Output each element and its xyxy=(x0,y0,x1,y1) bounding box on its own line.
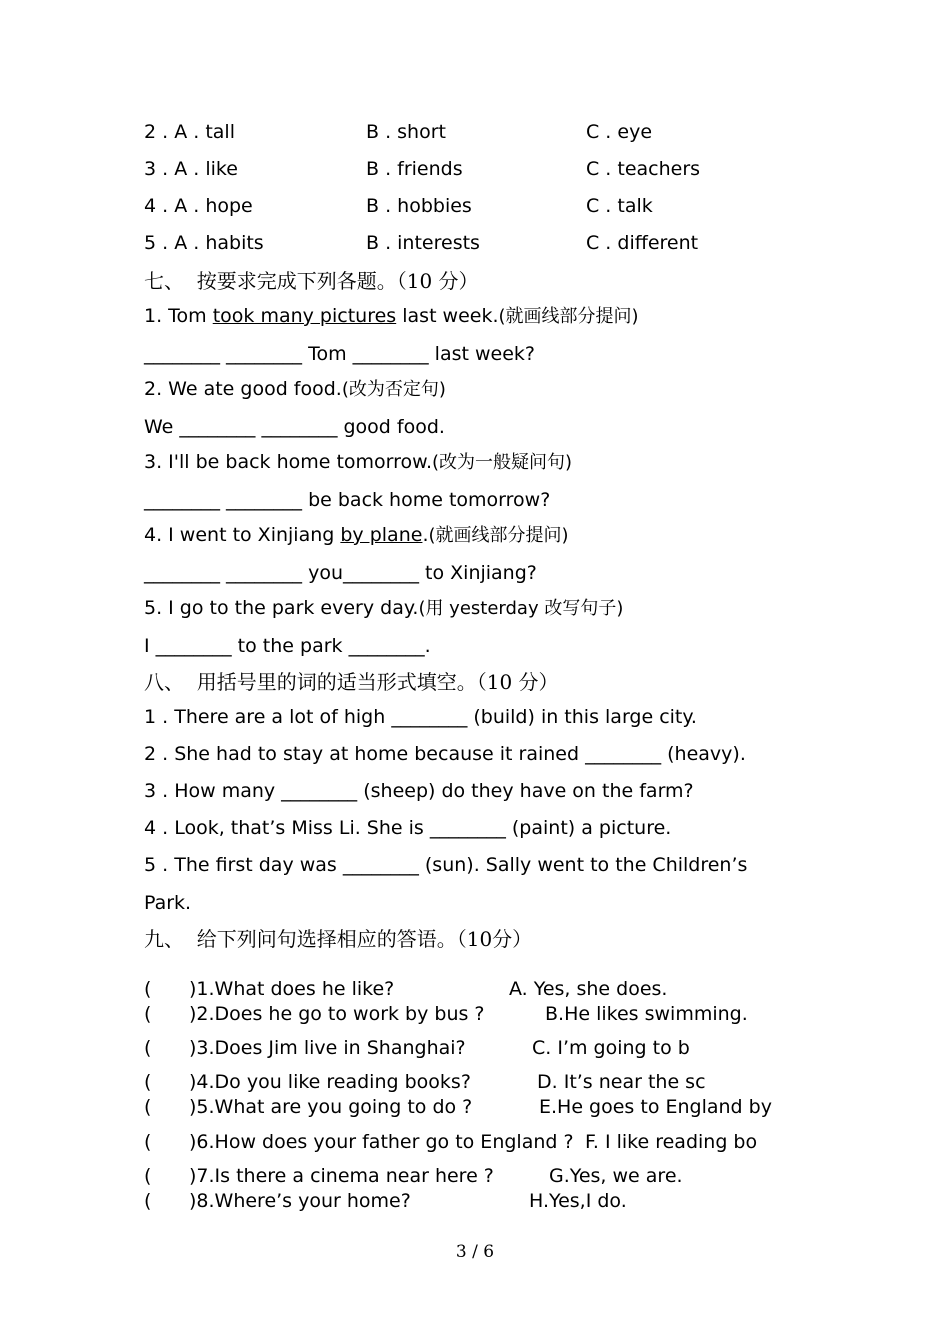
instruction-note: (就画线部分提问) xyxy=(428,525,569,546)
choice-a: 2 . A . tall xyxy=(144,121,235,143)
match-question: )6.How does your father go to England ? xyxy=(189,1131,574,1153)
fill-item: 2 . She had to stay at home because it rained ________ (heavy). xyxy=(144,743,746,765)
answer-line: ________ ________ Tom ________ last week? xyxy=(144,343,535,365)
question-text: 1. Tom xyxy=(144,305,213,327)
fill-item: 1 . There are a lot of high ________ (build) in this large city. xyxy=(144,706,697,728)
match-answer: H.Yes,I do. xyxy=(529,1190,627,1212)
match-answer: C. I’m going to b xyxy=(532,1037,690,1059)
match-question: )3.Does Jim live in Shanghai? xyxy=(189,1037,466,1059)
fill-item: 3 . How many ________ (sheep) do they have on the farm? xyxy=(144,780,694,802)
choice-a: 5 . A . habits xyxy=(144,232,264,254)
section-9-title: 九、 给下列问句选择相应的答语。（10分） xyxy=(144,927,533,951)
question-text: 2. We ate good food. xyxy=(144,378,342,400)
choice-a: 4 . A . hope xyxy=(144,195,253,217)
page-number: 3 / 6 xyxy=(455,1242,495,1262)
match-question: )4.Do you like reading books? xyxy=(189,1071,471,1093)
match-answer: F. I like reading bo xyxy=(585,1131,758,1153)
section-7-title: 七、 按要求完成下列各题。（10 分） xyxy=(144,269,479,293)
choice-c: C . different xyxy=(586,232,699,254)
underlined-text: by plane xyxy=(340,524,423,546)
question-line xyxy=(144,523,569,548)
choice-c: C . teachers xyxy=(586,158,701,180)
question-text: last week. xyxy=(396,305,499,327)
answer-paren: ( xyxy=(144,978,152,1000)
answer-paren: ( xyxy=(144,1096,152,1118)
question-text: 3. I'll be back home tomorrow. xyxy=(144,451,433,473)
instruction-note: (改为一般疑问句) xyxy=(432,452,573,473)
choice-b: B . short xyxy=(366,121,446,143)
question-text: 5. I go to the park every day. xyxy=(144,597,419,619)
instruction-note: (改为否定句) xyxy=(341,379,446,400)
answer-paren: ( xyxy=(144,1190,152,1212)
question-line xyxy=(144,377,446,402)
answer-line: I ________ to the park ________. xyxy=(144,635,431,657)
choice-b: B . interests xyxy=(366,232,480,254)
choice-b: B . hobbies xyxy=(366,195,472,217)
match-question: )1.What does he like? xyxy=(189,978,395,1000)
underlined-text: took many pictures xyxy=(212,305,397,327)
answer-line: ________ ________ you________ to Xinjiang? xyxy=(144,562,537,584)
match-question: )8.Where’s your home? xyxy=(189,1190,411,1212)
answer-paren: ( xyxy=(144,1071,152,1093)
answer-paren: ( xyxy=(144,1131,152,1153)
instruction-note: (用 yesterday 改写句子) xyxy=(418,598,624,619)
question-line xyxy=(144,450,572,475)
fill-item: Park. xyxy=(144,892,192,914)
match-question: )5.What are you going to do ? xyxy=(189,1096,473,1118)
question-text: . xyxy=(422,524,429,546)
question-text: 4. I went to Xinjiang xyxy=(144,524,341,546)
question-line xyxy=(144,596,623,621)
choice-b: B . friends xyxy=(366,158,463,180)
match-answer: B.He likes swimming. xyxy=(545,1003,748,1025)
answer-paren: ( xyxy=(144,1165,152,1187)
answer-paren: ( xyxy=(144,1037,152,1059)
answer-line: We ________ ________ good food. xyxy=(144,416,445,438)
question-line xyxy=(144,304,639,329)
choice-a: 3 . A . like xyxy=(144,158,238,180)
answer-line: ________ ________ be back home tomorrow? xyxy=(144,489,551,511)
choice-c: C . eye xyxy=(586,121,653,143)
match-answer: G.Yes, we are. xyxy=(549,1165,683,1187)
match-question: )7.Is there a cinema near here ? xyxy=(189,1165,494,1187)
section-8-title: 八、 用括号里的词的适当形式填空。（10 分） xyxy=(144,670,559,694)
fill-item: 5 . The first day was ________ (sun). Sally went to the Children’s xyxy=(144,854,748,876)
match-question: )2.Does he go to work by bus ? xyxy=(189,1003,485,1025)
answer-paren: ( xyxy=(144,1003,152,1025)
match-answer: A. Yes, she does. xyxy=(509,978,668,1000)
match-answer: E.He goes to England by xyxy=(539,1096,772,1118)
match-answer: D. It’s near the sc xyxy=(537,1071,706,1093)
instruction-note: (就画线部分提问) xyxy=(498,306,639,327)
fill-item: 4 . Look, that’s Miss Li. She is ________ (paint) a picture. xyxy=(144,817,672,839)
choice-c: C . talk xyxy=(586,195,653,217)
